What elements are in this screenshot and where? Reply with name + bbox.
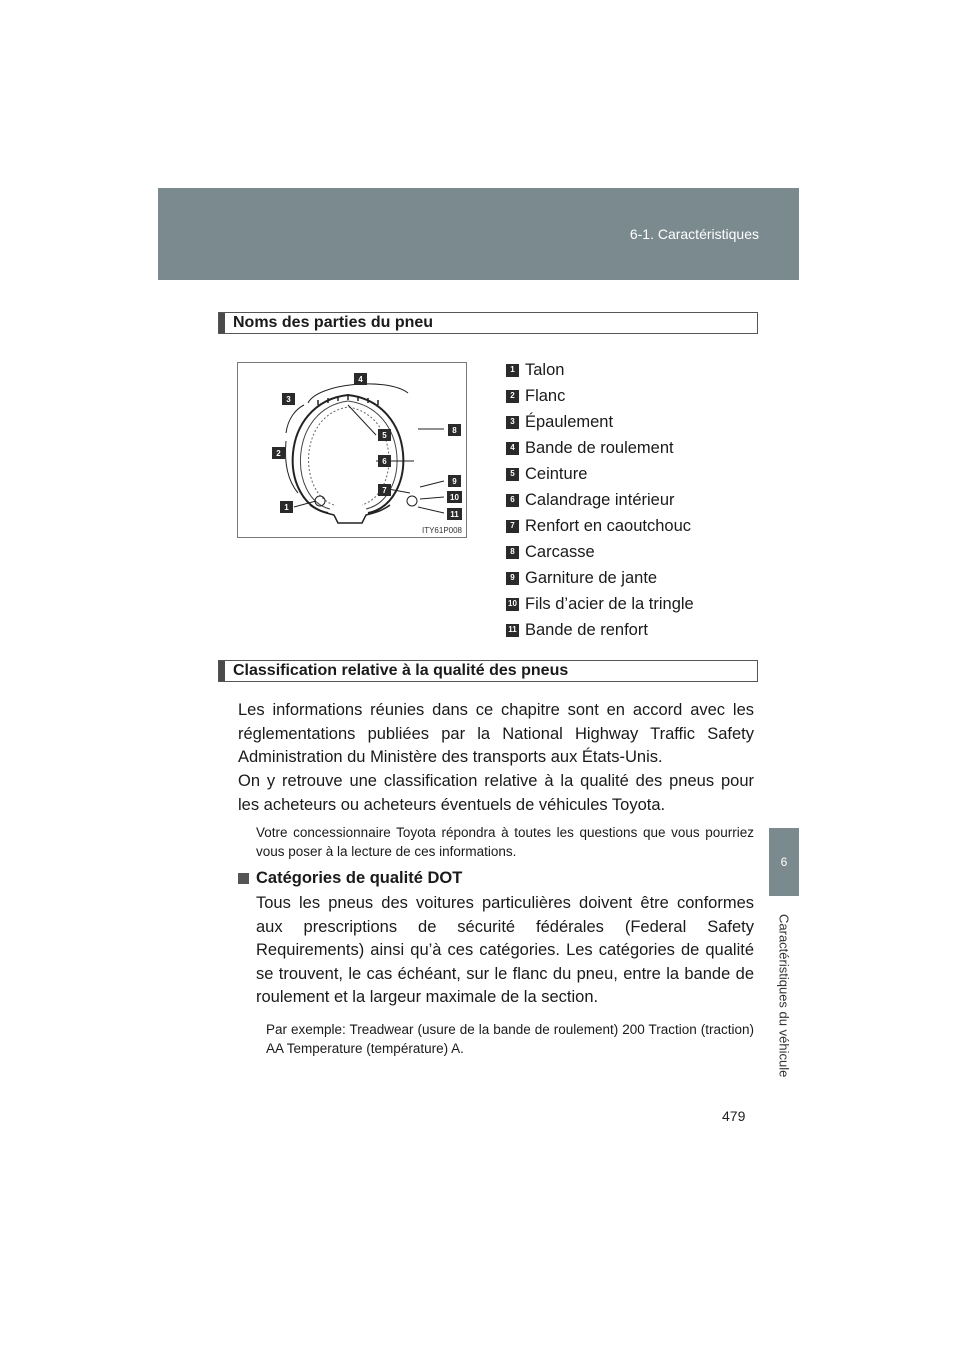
square-bullet-icon bbox=[238, 873, 249, 884]
paragraph-dot-grades: Tous les pneus des voitures particulières doivent être conformes aux prescriptions de sécurité fédérales (Federal Safety Requirements) ainsi qu’à ces catégories. Les catégories de qualité se trouvent, le cas échéant, sur le flanc du pneu, entre la bande de roulement et la largeur maximale de la section. bbox=[256, 894, 754, 1006]
part-label: Épaulement bbox=[525, 413, 614, 431]
svg-text:11: 11 bbox=[450, 510, 459, 519]
header-band bbox=[158, 188, 799, 280]
note-dealer: Votre concessionnaire Toyota répondra à toutes les questions que vous pourriez vous poser à la lecture de ces informations. bbox=[256, 825, 754, 859]
side-tab-label-text: Caractéristiques du véhicule bbox=[776, 914, 792, 1078]
tire-cross-section-drawing bbox=[238, 363, 466, 537]
section-title-quality-grading: Classification relative à la qualité des pneus bbox=[218, 660, 758, 682]
svg-text:8: 8 bbox=[452, 426, 457, 435]
part-label: Carcasse bbox=[525, 543, 595, 561]
list-item bbox=[506, 513, 694, 539]
number-badge: 1 bbox=[506, 364, 519, 377]
tire-diagram bbox=[237, 362, 467, 538]
part-label: Talon bbox=[525, 361, 565, 379]
tire-parts-list bbox=[506, 357, 694, 643]
svg-text:6: 6 bbox=[382, 457, 387, 466]
subheading-text: Catégories de qualité DOT bbox=[256, 869, 463, 887]
paragraph-purpose: On y retrouve une classification relative à la qualité des pneus pour les acheteurs ou acheteurs éventuels de véhicules Toyota. bbox=[238, 772, 754, 814]
paragraph-intro: Les informations réunies dans ce chapitre sont en accord avec les réglementations publiées par la National Highway Traffic Safety Administration du Ministère des transports aux États-Unis. bbox=[238, 701, 754, 766]
part-label: Renfort en caoutchouc bbox=[525, 517, 692, 535]
part-label: Fils d’acier de la tringle bbox=[525, 595, 694, 613]
svg-text:10: 10 bbox=[450, 493, 459, 502]
svg-text:2: 2 bbox=[276, 449, 281, 458]
example-text: Par exemple: Treadwear (usure de la bande de roulement) 200 Traction (traction) AA Temperature (température) A. bbox=[266, 1022, 754, 1056]
part-label: Garniture de jante bbox=[525, 569, 658, 587]
list-item bbox=[506, 383, 694, 409]
side-tab-label bbox=[758, 896, 810, 1096]
list-item bbox=[506, 461, 694, 487]
list-item bbox=[506, 435, 694, 461]
side-tab-number: 6 bbox=[769, 828, 799, 896]
number-badge: 4 bbox=[506, 442, 519, 455]
list-item bbox=[506, 539, 694, 565]
subheading-dot-grades bbox=[238, 869, 462, 888]
list-item bbox=[506, 617, 694, 643]
number-badge: 2 bbox=[506, 390, 519, 403]
diagram-code: ITY61P008 bbox=[421, 526, 462, 535]
number-badge: 5 bbox=[506, 468, 519, 481]
svg-text:3: 3 bbox=[286, 395, 291, 404]
list-item bbox=[506, 591, 694, 617]
list-item bbox=[506, 487, 694, 513]
section-title-tire-parts: Noms des parties du pneu bbox=[218, 312, 758, 334]
number-badge: 6 bbox=[506, 494, 519, 507]
svg-text:5: 5 bbox=[382, 431, 387, 440]
part-label: Ceinture bbox=[525, 465, 588, 483]
part-label: Bande de renfort bbox=[525, 621, 648, 639]
svg-text:1: 1 bbox=[284, 503, 289, 512]
part-label: Flanc bbox=[525, 387, 566, 405]
number-badge: 3 bbox=[506, 416, 519, 429]
header-section-title: 6-1. Caractéristiques bbox=[629, 226, 759, 242]
list-item bbox=[506, 409, 694, 435]
svg-text:4: 4 bbox=[358, 375, 363, 384]
number-badge: 10 bbox=[506, 598, 519, 611]
list-item bbox=[506, 357, 694, 383]
part-label: Bande de roulement bbox=[525, 439, 674, 457]
number-badge: 9 bbox=[506, 572, 519, 585]
number-badge: 7 bbox=[506, 520, 519, 533]
number-badge: 8 bbox=[506, 546, 519, 559]
page-number: 479 bbox=[722, 1108, 746, 1124]
svg-text:9: 9 bbox=[452, 477, 457, 486]
part-label: Calandrage intérieur bbox=[525, 491, 675, 509]
svg-text:7: 7 bbox=[382, 486, 387, 495]
list-item bbox=[506, 565, 694, 591]
number-badge: 11 bbox=[506, 624, 519, 637]
